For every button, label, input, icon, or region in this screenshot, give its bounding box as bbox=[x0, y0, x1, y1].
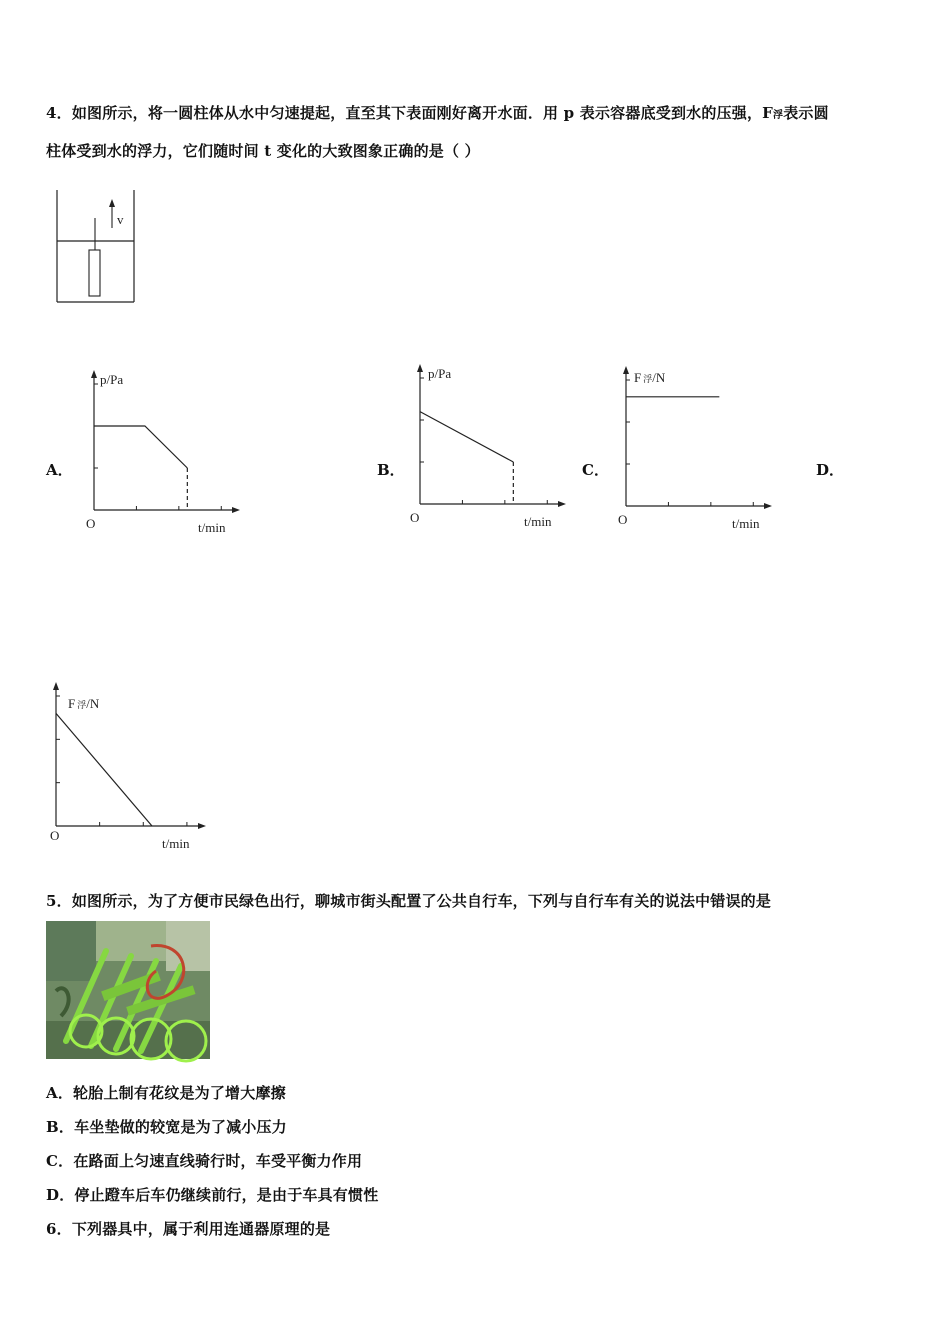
chart-c-ylabel-f: F bbox=[634, 370, 642, 385]
q4-subscript-fu: 浮 bbox=[773, 110, 784, 121]
chart-c-ylabel bbox=[634, 370, 666, 385]
chart-d-y-arrow bbox=[53, 682, 59, 690]
chart-a-origin: O bbox=[86, 516, 96, 531]
chart-option-b bbox=[408, 362, 568, 534]
option-a-label: A． bbox=[46, 461, 73, 479]
container-diagram bbox=[50, 188, 145, 306]
q5-option-b: B．车坐垫做的较宽是为了减小压力 bbox=[46, 1118, 287, 1136]
q5-stem: 5．如图所示，为了方便市民绿色出行，聊城市街头配置了公共自行车，下列与自行车有关的说法中错误的是 bbox=[46, 892, 772, 910]
q4-stem-line2: 柱体受到水的浮力，它们随时间 t 变化的大致图象正确的是（ ） bbox=[46, 142, 480, 160]
chart-b-ylabel: p/Pa bbox=[428, 366, 452, 381]
q4-stem-line1 bbox=[46, 102, 829, 123]
chart-d-ylabel-f: F bbox=[68, 696, 76, 711]
chart-a-ylabel: p/Pa bbox=[100, 372, 124, 387]
q4-stem-line1-pre: 4．如图所示，将一圆柱体从水中匀速提起，直至其下表面刚好离开水面．用 p 表示容器底受到水的压强，F bbox=[46, 104, 774, 122]
q4-stem-line1-post: 表示圆 bbox=[783, 104, 829, 122]
chart-a-series-p bbox=[94, 426, 187, 468]
chart-d-xlabel: t/min bbox=[162, 836, 190, 851]
chart-b-y-arrow bbox=[417, 364, 423, 372]
chart-d-origin: O bbox=[50, 828, 60, 843]
chart-d-ylabel-sub: 浮 bbox=[77, 701, 87, 711]
q6-stem: 6．下列器具中，属于利用连通器原理的是 bbox=[46, 1220, 331, 1238]
chart-option-d bbox=[48, 688, 218, 860]
chart-option-c bbox=[616, 366, 776, 538]
chart-b-xlabel: t/min bbox=[524, 514, 552, 529]
velocity-label: v bbox=[117, 212, 124, 227]
chart-b-x-arrow bbox=[558, 501, 566, 507]
chart-a-y-arrow bbox=[91, 370, 97, 378]
chart-c-origin: O bbox=[618, 512, 628, 527]
chart-c-ylabel-sub: 浮 bbox=[643, 375, 653, 385]
chart-a-xlabel: t/min bbox=[198, 520, 226, 535]
chart-d-ylabel bbox=[68, 696, 100, 711]
chart-d-ylabel-unit: /N bbox=[86, 696, 100, 711]
chart-c-xlabel: t/min bbox=[732, 516, 760, 531]
chart-b-origin: O bbox=[410, 510, 420, 525]
chart-option-a bbox=[84, 368, 244, 540]
option-c-label: C． bbox=[582, 461, 609, 479]
q5-option-d: D．停止蹬车后车仍继续前行，是由于车具有惯性 bbox=[46, 1186, 379, 1204]
chart-d-x-arrow bbox=[198, 823, 206, 829]
option-b-label: B． bbox=[377, 461, 405, 479]
chart-c-y-arrow bbox=[623, 366, 629, 374]
bicycle-photo bbox=[46, 921, 210, 1059]
chart-c-ylabel-unit: /N bbox=[652, 370, 666, 385]
chart-a-x-arrow bbox=[232, 507, 240, 513]
chart-c-x-arrow bbox=[764, 503, 772, 509]
option-d-label: D． bbox=[816, 461, 845, 479]
q5-option-a: A．轮胎上制有花纹是为了增大摩擦 bbox=[46, 1084, 286, 1102]
chart-d-series-F bbox=[56, 713, 152, 826]
chart-b-series-p bbox=[420, 412, 513, 462]
q5-option-c: C．在路面上匀速直线骑行时，车受平衡力作用 bbox=[46, 1152, 363, 1170]
